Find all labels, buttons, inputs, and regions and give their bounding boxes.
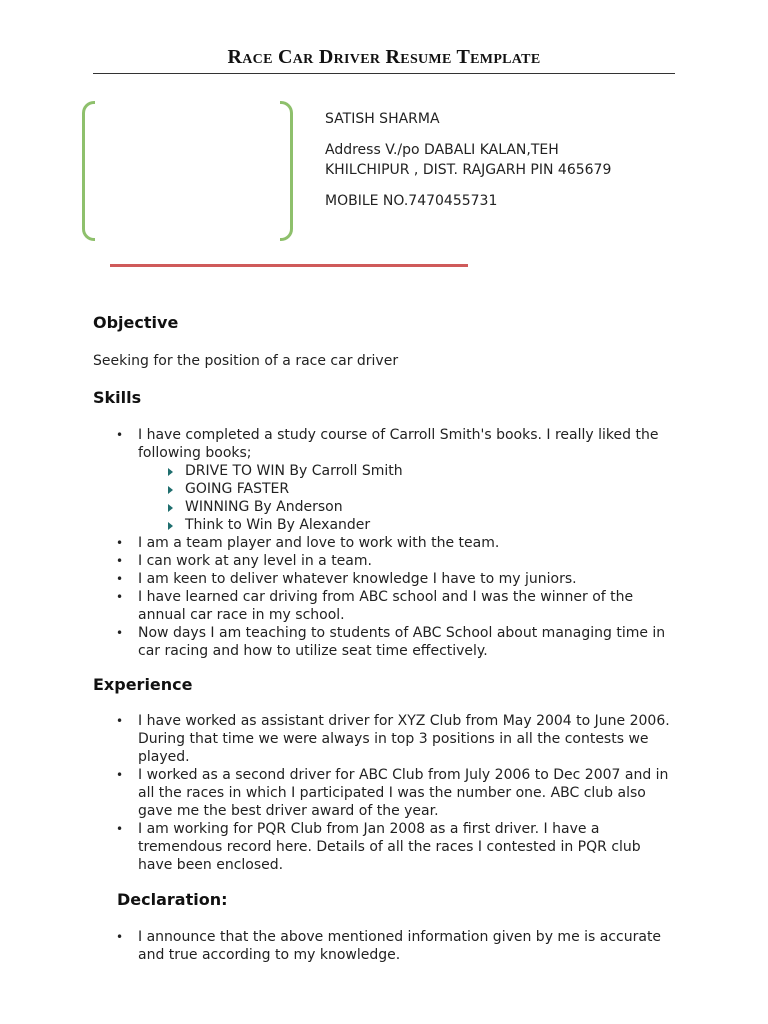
list-item [164,498,676,516]
objective-text: Seeking for the position of a race car driver [93,353,399,369]
photo-frame-left-bracket [82,101,95,241]
list-item [116,552,676,570]
skill-text: I can work at any level in a team. [138,553,372,569]
list-item [164,480,676,498]
objective-heading: Objective [93,313,179,332]
skill-text: Now days I am teaching to students of ABC School about managing time in car racing and how to utilize seat time effectively. [138,625,666,659]
list-item [164,462,676,480]
list-item [116,928,676,964]
list-item [116,570,676,588]
bullet-icon: • [116,554,124,568]
skill-text: I am keen to deliver whatever knowledge I have to my juniors. [138,571,577,587]
contact-name: SATISH SHARMA [325,111,440,127]
list-item [116,624,676,660]
bullet-icon: • [116,572,124,586]
declaration-heading: Declaration: [117,890,228,909]
header-divider [110,264,468,267]
bullet-icon: • [116,768,124,782]
book-title: WINNING By Anderson [185,499,343,515]
arrow-bullet-icon [168,486,173,494]
skills-list [116,426,676,660]
list-item [164,516,676,534]
contact-mobile: MOBILE NO.7470455731 [325,193,498,209]
skills-heading: Skills [93,388,142,407]
contact-address-line2: KHILCHIPUR , DIST. RAJGARH PIN 465679 [325,162,612,178]
skill-text: I am a team player and love to work with the team. [138,535,500,551]
list-item [116,712,676,766]
bullet-icon: • [116,822,124,836]
experience-heading: Experience [93,675,193,694]
arrow-bullet-icon [168,522,173,530]
experience-list [116,712,676,874]
list-item [116,766,676,820]
experience-text: I have worked as assistant driver for XYZ Club from May 2004 to June 2006. During that time we were always in top 3 positions in all the contests we played. [138,713,670,765]
bullet-icon: • [116,590,124,604]
title-divider [93,73,675,74]
books-list [138,462,676,534]
bullet-icon: • [116,536,124,550]
document-title: Race Car Driver Resume Template [227,46,541,68]
experience-text: I am working for PQR Club from Jan 2008 as a first driver. I have a tremendous record here. Details of all the races I contested in PQR club have been enclosed. [138,821,641,873]
bullet-icon: • [116,626,124,640]
bullet-icon: • [116,428,124,442]
experience-text: I worked as a second driver for ABC Club from July 2006 to Dec 2007 and in all the races in which I participated I was the number one. ABC club also gave me the best driver award of the year. [138,767,669,819]
skill-text: I have completed a study course of Carroll Smith's books. I really liked the following books; [138,427,659,461]
bullet-icon: • [116,930,124,944]
contact-address-line1: Address V./po DABALI KALAN,TEH [325,142,559,158]
book-title: DRIVE TO WIN By Carroll Smith [185,463,403,479]
list-item [116,426,676,534]
declaration-text: I announce that the above mentioned information given by me is accurate and true according to my knowledge. [138,929,662,963]
book-title: GOING FASTER [185,481,290,497]
book-title: Think to Win By Alexander [185,517,371,533]
list-item [116,588,676,624]
arrow-bullet-icon [168,504,173,512]
bullet-icon: • [116,714,124,728]
list-item [116,820,676,874]
skill-text: I have learned car driving from ABC school and I was the winner of the annual car race in my school. [138,589,634,623]
photo-frame-right-bracket [280,101,293,241]
contact-block [325,109,705,211]
arrow-bullet-icon [168,468,173,476]
declaration-list [116,928,676,964]
list-item [116,534,676,552]
